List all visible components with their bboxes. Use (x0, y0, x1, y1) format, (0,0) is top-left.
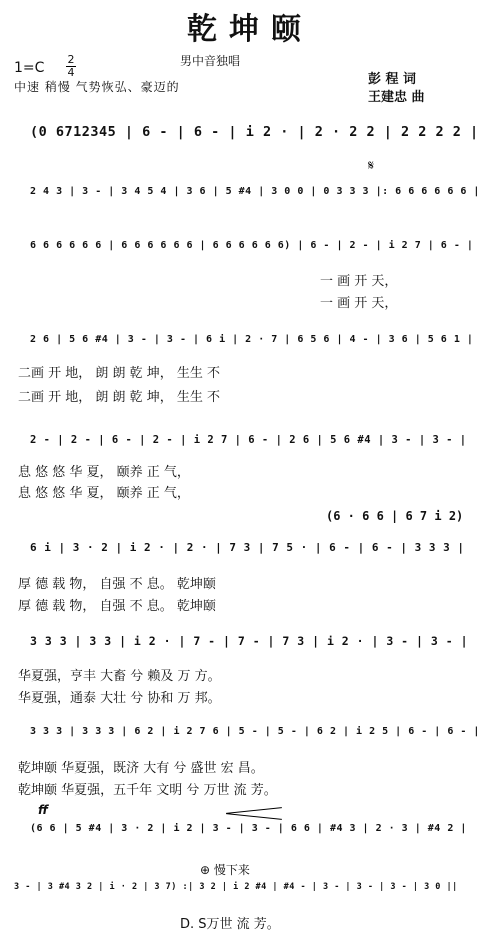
crescendo-line-lower (226, 813, 282, 820)
score-row-2: 2 4 3 | 3 - | 3 4 5 4 | 3 6 | 5 #4 | 3 0 0 | 0 3 3 3 |: 6 6 6 6 6 6 | (30, 186, 480, 197)
lyric-row-10: D. S万世 流 芳。 (180, 917, 280, 932)
time-signature (66, 54, 76, 79)
time-signature-bottom: 4 (67, 66, 75, 79)
lyric-row-7-verse-2: 华夏强，通泰 大壮 兮 协和 万 邦。 (18, 691, 221, 706)
key-signature: 1=C (14, 60, 45, 76)
coda-marking: ⊕ 慢下来 (200, 863, 250, 877)
score-row-8: 3 3 3 | 3 3 3 | 6 2 | i 2 7 6 | 5 - | 5 - | 6 2 | i 2 5 | 6 - | 6 - | (30, 726, 480, 737)
lyric-row-4-verse-2: 二画 开 地， 朗 朗 乾 坤， 生生 不 (18, 390, 221, 405)
score-row-6: 6 i | 3 · 2 | i 2 · | 2 · | 7 3 | 7 5 · | 6 - | 6 - | 3 3 3 | (30, 541, 465, 554)
time-signature-top: 2 (67, 53, 75, 66)
score-row-7: 3 3 3 | 3 3 | i 2 · | 7 - | 7 - | 7 3 | i 2 · | 3 - | 3 - | (30, 634, 468, 648)
score-row-6-alternate: (6 · 6 6 | 6 7 i 2) (326, 509, 464, 523)
lyric-row-7-verse-1: 华夏强，亨丰 大畜 兮 赖及 万 方。 (18, 669, 221, 684)
lyric-row-6-verse-2: 厚 德 载 物， 自强 不 息。 乾坤颐 (18, 599, 216, 614)
score-row-9: (6 6 | 5 #4 | 3 · 2 | i 2 | 3 - | 3 - | 6 6 | #4 3 | 2 · 3 | #4 2 | (30, 823, 467, 834)
performance-type: 男中音独唱 (180, 54, 241, 68)
song-title: 乾坤颐 (187, 12, 313, 47)
lyric-row-8-verse-2: 乾坤颐 华夏强，五千年 文明 兮 万世 流 芳。 (18, 783, 277, 798)
score-row-5: 2 - | 2 - | 6 - | 2 - | i 2 7 | 6 - | 2 6 | 5 6 #4 | 3 - | 3 - | (30, 434, 467, 446)
lyric-row-3-verse-2: 一 画 开 天， (320, 296, 398, 311)
lyric-row-4-verse-1: 二画 开 地， 朗 朗 乾 坤， 生生 不 (18, 366, 221, 381)
score-row-1: (0 6712345 | 6 - | 6 - | i 2 · | 2 · 2 2 | 2 2 2 2 | (30, 124, 479, 140)
lyric-row-5-verse-1: 息 悠 悠 华 夏， 颐养 正 气， (18, 465, 190, 480)
tempo-marking: 中速 稍慢 气势恢弘、豪迈的 (14, 80, 180, 94)
lyric-row-8-verse-1: 乾坤颐 华夏强，既济 大有 兮 盛世 宏 昌。 (18, 761, 264, 776)
lyricist-credit: 彭 程 词 (368, 72, 417, 87)
lyric-row-6-verse-1: 厚 德 载 物， 自强 不 息。 乾坤颐 (18, 577, 216, 592)
lyric-row-5-verse-2: 息 悠 悠 华 夏， 颐养 正 气， (18, 486, 190, 501)
crescendo-line-upper (226, 807, 282, 814)
lyric-row-3-verse-1: 一 画 开 天， (320, 274, 398, 289)
score-row-4: 2 6 | 5 6 #4 | 3 - | 3 - | 6 i | 2 · 7 | 6 5 6 | 4 - | 3 6 | 5 6 1 | (30, 334, 474, 345)
composer-credit: 王建忠 曲 (368, 90, 425, 105)
segno-sign: 𝄋 (368, 158, 375, 174)
score-row-10: 3 - | 3 #4 3 2 | i · 2 | 3 7) :| 3 2 | i 2 #4 | #4 - | 3 - | 3 - | 3 - | 3 0 || (14, 882, 458, 892)
dynamic-marking: ff (38, 803, 48, 817)
score-row-3: 6 6 6 6 6 6 | 6 6 6 6 6 6 | 6 6 6 6 6 6) | 6 - | 2 - | i 2 7 | 6 - | (30, 240, 474, 251)
